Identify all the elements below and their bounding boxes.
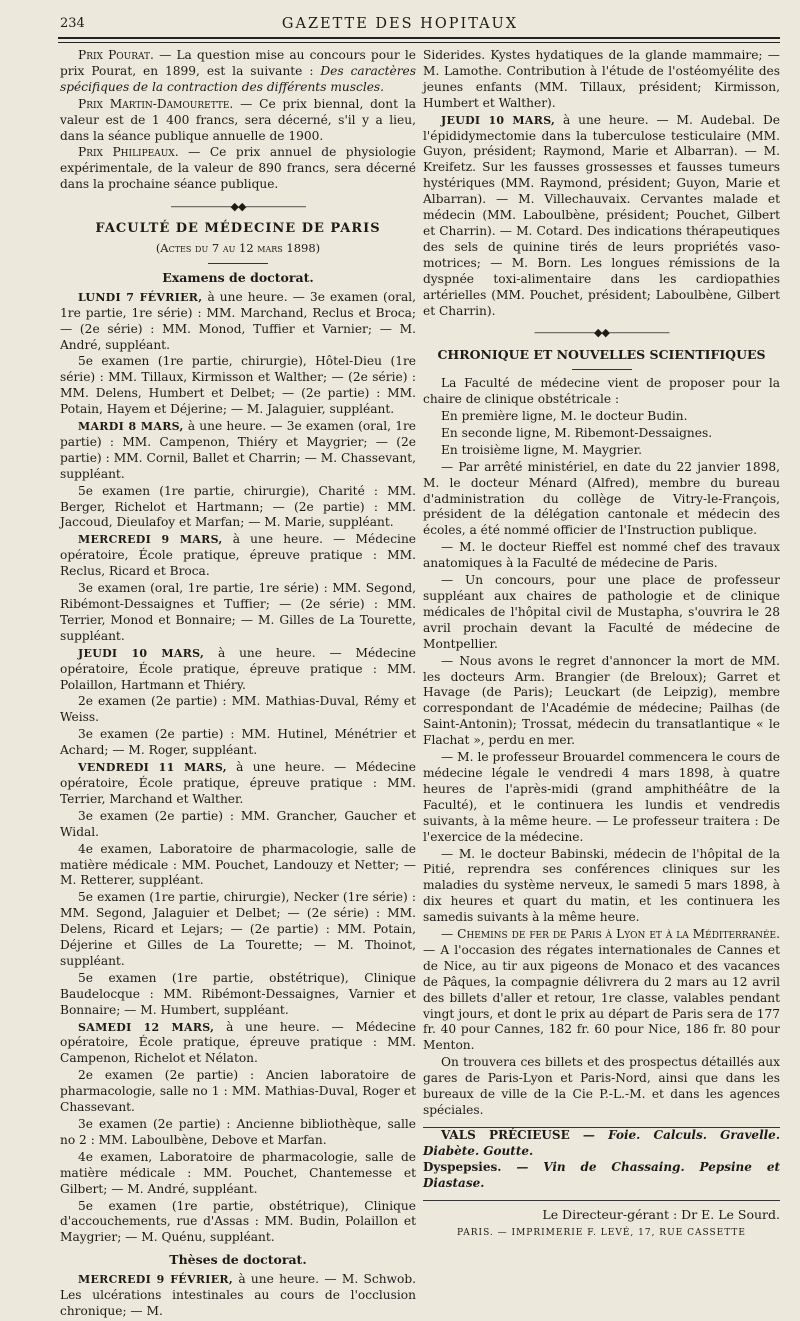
mercredi-date: MERCREDI 9 MARS, bbox=[78, 533, 223, 547]
prix-phil-label: Prix Philipeaux. bbox=[78, 145, 179, 160]
menard-news: — Par arrêté ministériel, en date du 22 janvier 1898, M. le docteur Ménard (Alfred), membre du bureau d'administration du collège de Vitry-le-François, président de la délégation cantonale et médecin des écoles, a été nommé officier de l'Instruction publique. bbox=[423, 459, 780, 538]
chemins-news bbox=[423, 927, 780, 1054]
theses-title: Thèses de doctorat. bbox=[169, 1252, 307, 1268]
theses-jeudi-entry bbox=[423, 113, 780, 320]
footer-rule bbox=[423, 1200, 780, 1201]
vendredi-text: à une heure. — Médecine opératoire, École pratique, épreuve pratique : MM. Terrier, Marchand et Walther. bbox=[60, 760, 416, 806]
jeudi-entry bbox=[60, 646, 416, 694]
jeudi-3e: 3e examen (2e partie) : MM. Hutinel, Ménétrier et Achard; — M. Roger, suppléant. bbox=[60, 727, 416, 758]
samedi-text: à une heure. — Médecine opératoire, École pratique, épreuve pratique : MM. Campenon, Richelot et Nélaton. bbox=[60, 1019, 416, 1066]
jeudi-date: JEUDI 10 MARS, bbox=[78, 646, 205, 660]
chaire-text: La Faculté de médecine vient de proposer pour la chaire de clinique obstétricale : bbox=[423, 376, 780, 407]
lundi-date: LUNDI 7 FÉVRIER, bbox=[78, 290, 203, 304]
theses-entry bbox=[60, 1272, 416, 1320]
imprimerie: PARIS. — IMPRIMERIE F. LEVÉ, 17, RUE CASSETTE bbox=[457, 1228, 746, 1239]
rieffel-news: — M. le docteur Rieffel est nommé chef des travaux anatomiques à la Faculté de médecine de Paris. bbox=[423, 540, 780, 571]
lundi-entry bbox=[60, 290, 416, 354]
theses-jeudi-date: JEUDI 10 MARS, bbox=[441, 113, 556, 127]
prix-pourat-question: Des caractères spécifiques de la contraction des différents muscles. bbox=[60, 63, 416, 94]
mercredi-text: à une heure. — Médecine opératoire, École pratique, épreuve pratique : MM. Reclus, Ricard et Broca. bbox=[60, 532, 417, 579]
vendredi-3e: 3e examen (2e partie) : MM. Grancher, Gaucher et Widal. bbox=[60, 808, 416, 839]
samedi-4e: 4e examen, Laboratoire de pharmacologie, salle de matière médicale : MM. Pouchet, Chantemesse et Gilbert; — M. André, suppléant. bbox=[60, 1149, 416, 1196]
ornament-divider: ——————◆◆—————— bbox=[170, 200, 306, 214]
chemins-text: — A l'occasion des régates internationales de Cannes et de Nice, au tir aux pigeons de Monaco et des vacances de Pâques, la compagnie délivrera du 2 mars au 12 avril des billets d'aller et retour, 1re classe, valables pendant vingt jours, et dont le prix au départ de Paris sera de 177 fr. 40 pour Cannes, 182 fr. 60 pour Nice, 186 fr. 80 pour Menton. bbox=[423, 942, 780, 1053]
samedi-2e: 2e examen (2e partie) : Ancien laboratoire de pharmacologie, salle no 1 : MM. Mathias-Duval, Roger et Chassevant. bbox=[60, 1068, 416, 1115]
mardi-5e: 5e examen (1re partie, chirurgie), Charité : MM. Berger, Richelot et Hartmann; — (2e partie) : MM. Jaccoud, Dieulafoy et Marfan; — M. Marie, suppléant. bbox=[60, 483, 416, 530]
samedi-date: SAMEDI 12 MARS, bbox=[78, 1020, 215, 1034]
theses-continued: Siderides. Kystes hydatiques de la glande mammaire; — M. Lamothe. Contribution à l'étude de l'ostéomyélite des jeunes enfants (MM. Tillaux, président; Kirmisson, Humbert et Walther). bbox=[423, 48, 780, 110]
vendredi-4e: 4e examen, Laboratoire de pharmacologie, salle de matière médicale : MM. Pouchet, Landouzy et Netter; — M. Retterer, suppléant. bbox=[60, 841, 416, 888]
jeudi-text: à une heure. — Médecine opératoire, École pratique, épreuve pratique : MM. Polaillon, Hartmann et Thiéry. bbox=[60, 645, 416, 692]
dyspepsies-text: — Vin de Chassaing. Pepsine et Diastase. bbox=[423, 1159, 780, 1190]
ligne-3: En troisième ligne, M. Maygrier. bbox=[441, 442, 642, 457]
header-rule-thin bbox=[58, 42, 780, 43]
mardi-entry bbox=[60, 419, 416, 483]
mardi-text: à une heure. — 3e examen (oral, 1re partie) : MM. Campenon, Thiéry et Maygrier; — (2e partie) : MM. Cornil, Ballet et Charrin; — M. Chassevant, suppléant. bbox=[60, 419, 417, 481]
chemins-label: — Chemins de fer de Paris à Lyon et à la Méditerranée. bbox=[441, 927, 780, 942]
short-rule-2 bbox=[572, 369, 632, 370]
prix-pourat bbox=[60, 48, 416, 96]
ornament-divider-2: ——————◆◆—————— bbox=[534, 326, 669, 340]
prix-phil-text: — Ce prix annuel de physiologie expérimentale, de la valeur de 890 francs, sera décerné dans la prochaine séance publique. bbox=[60, 145, 416, 192]
directeur-gerant: Le Directeur-gérant : Dr E. Le Sourd. bbox=[542, 1206, 780, 1222]
ligne-1: En première ligne, M. le docteur Budin. bbox=[441, 409, 688, 424]
chronique-title: CHRONIQUE ET NOUVELLES SCIENTIFIQUES bbox=[437, 347, 766, 363]
examens-title: Examens de doctorat. bbox=[162, 269, 314, 285]
faculte-subtitle: (Actes du 7 au 12 mars 1898) bbox=[155, 240, 321, 255]
vendredi-5e-obstetrique: 5e examen (1re partie, obstétrique), Clinique Baudelocque : MM. Ribémont-Dessaignes, Varnier et Bonnaire; — M. Humbert, suppléant. bbox=[60, 970, 416, 1017]
theses-text: à une heure. — M. Schwob. Les ulcérations intestinales au cours de l'occlusion chronique; — M. bbox=[60, 1272, 416, 1318]
samedi-5e: 5e examen (1re partie, obstétrique), Clinique d'accouchements, rue d'Assas : MM. Budin, Polaillon et Maygrier; — M. Quénu, suppléant. bbox=[60, 1198, 416, 1245]
short-rule bbox=[208, 263, 268, 264]
mardi-date: MARDI 8 MARS, bbox=[78, 420, 184, 434]
obituary-news: — Nous avons le regret d'annoncer la mort de MM. les docteurs Arm. Brangier (de Breloux); Garret et Havage (de Paris); Leuckart (de Leipzig), membre correspondant de l'Académie de médecine; Pailhas (de Saint-Antonin); Trossat, médecin du transatlantique « le Flachat », perdu en mer. bbox=[423, 653, 780, 748]
vendredi-5e: 5e examen (1re partie, chirurgie), Necker (1re série) : MM. Segond, Jalaguier et Delbet; — (2e série) : MM. Delens, Ricard et Lejars; — (2e partie) : MM. Potain, Déjerine et Gilles de La Tourette; — M. Thoinot, suppléant. bbox=[60, 890, 416, 968]
lundi-5e: 5e examen (1re partie, chirurgie), Hôtel-Dieu (1re série) : MM. Tillaux, Kirmisson et Walther; — (2e série) : MM. Delens, Humbert et Delbet; — (2e partie) : MM. Potain, Hayem et Déjerine; — M. Jalaguier, suppléant. bbox=[60, 354, 416, 417]
page-number: 234 bbox=[60, 16, 85, 31]
prix-philipeaux bbox=[60, 145, 416, 193]
brouardel-news: — M. le professeur Brouardel commencera le cours de médecine légale le vendredi 4 mars 1898, à quatre heures de l'après-midi (grand amphithéâtre de la Faculté), et le continuera les lundis et vendredis suivants, à la même heure. — Le professeur traitera : De l'exercice de la médecine. bbox=[423, 750, 780, 844]
right-column bbox=[423, 48, 780, 1242]
vendredi-date: VENDREDI 11 MARS, bbox=[78, 761, 227, 775]
samedi-3e: 3e examen (2e partie) : Ancienne bibliothèque, salle no 2 : MM. Laboulbène, Debove et Marfan. bbox=[60, 1117, 416, 1147]
theses-date: MERCREDI 9 FÉVRIER, bbox=[78, 1273, 233, 1287]
prix-pourat-label: Prix Pourat. bbox=[78, 48, 154, 62]
lundi-text: à une heure. — 3e examen (oral, 1re partie, 1re série) : MM. Marchand, Reclus et Broca; — (2e série) : MM. Monod, Tuffier et Varnier; — M. André, suppléant. bbox=[60, 289, 416, 352]
theses-jeudi-text: à une heure. — M. Audebal. De l'épididymectomie dans la tuberculose testiculaire (MM. Guyon, président; Raymond, Marie et Albarran). — M. Kreifetz. Sur les fausses grossesses et fausses tumeurs hystériques (MM. Raymond, président; Guyon, Marie et Albarran). — M. Villechauvaix. Cervantes malade et médecin (MM. Laboulbène, président; Pouchet, Gilbert et Charrin). — M. Cotard. Des indications thérapeutiques des sels de quinine tirés de leurs propriétés vaso-motrices; — M. Born. Les longues rémissions de la dyspnée toxi-alimentaire dans les cardiopathies artérielles (MM. Pouchet, président; Laboulbène, Gilbert et Charrin). bbox=[423, 112, 780, 318]
header-rule bbox=[58, 37, 780, 39]
vals-advert bbox=[423, 1128, 780, 1192]
prix-martin-label: Prix Martin-Damourette. bbox=[78, 96, 234, 111]
vendredi-entry bbox=[60, 760, 416, 808]
ligne-2: En seconde ligne, M. Ribemont-Dessaignes. bbox=[441, 425, 713, 440]
journal-title: GAZETTE DES HOPITAUX bbox=[281, 16, 519, 32]
babinski-news: — M. le docteur Babinski, médecin de l'hôpital de la Pitié, reprendra ses conférences cliniques sur les maladies du système nerveux, le samedi 5 mars 1898, à dix heures et quart du matin, et les continuera les samedis suivants à la même heure. bbox=[423, 846, 780, 925]
mercredi-3e: 3e examen (oral, 1re partie, 1re série) : MM. Segond, Ribémont-Dessaignes et Tuffier; — (2e série) : MM. Terrier, Monod et Bonnaire; — M. Gilles de La Tourette, suppléant. bbox=[60, 581, 416, 643]
left-column bbox=[60, 48, 416, 1321]
billets-info: On trouvera ces billets et des prospectus détaillés aux gares de Paris-Lyon et Paris-Nord, ainsi que dans les bureaux de ville de la Cie P.-L.-M. et dans les agences spéciales. bbox=[423, 1055, 780, 1117]
vals-text: — Foie. Calculs. Gravelle. Diabète. Goutte. bbox=[423, 1127, 780, 1158]
jeudi-2e: 2e examen (2e partie) : MM. Mathias-Duval, Rémy et Weiss. bbox=[60, 694, 416, 725]
prix-pourat-text: — La question mise au concours pour le prix Pourat, en 1899, est la suivante : bbox=[60, 48, 416, 78]
prix-martin-text: — Ce prix biennal, dont la valeur est de 1 400 francs, sera décerné, s'il y a lieu, dans la séance publique annuelle de 1900. bbox=[60, 96, 416, 143]
vals-label: VALS PRÉCIEUSE bbox=[441, 1127, 570, 1142]
mercredi-entry bbox=[60, 532, 416, 580]
prix-martin bbox=[60, 97, 416, 145]
faculte-title: FACULTÉ DE MÉDECINE DE PARIS bbox=[95, 221, 381, 237]
samedi-entry bbox=[60, 1020, 416, 1068]
concours-news: — Un concours, pour une place de professeur suppléant aux chaires de pathologie et de clinique médicales de l'hôpital civil de Mustapha, s'ouvrira le 28 avril prochain devant la Faculté de médecine de Montpellier. bbox=[423, 573, 780, 651]
dyspepsies-label: Dyspepsies. bbox=[423, 1159, 502, 1174]
